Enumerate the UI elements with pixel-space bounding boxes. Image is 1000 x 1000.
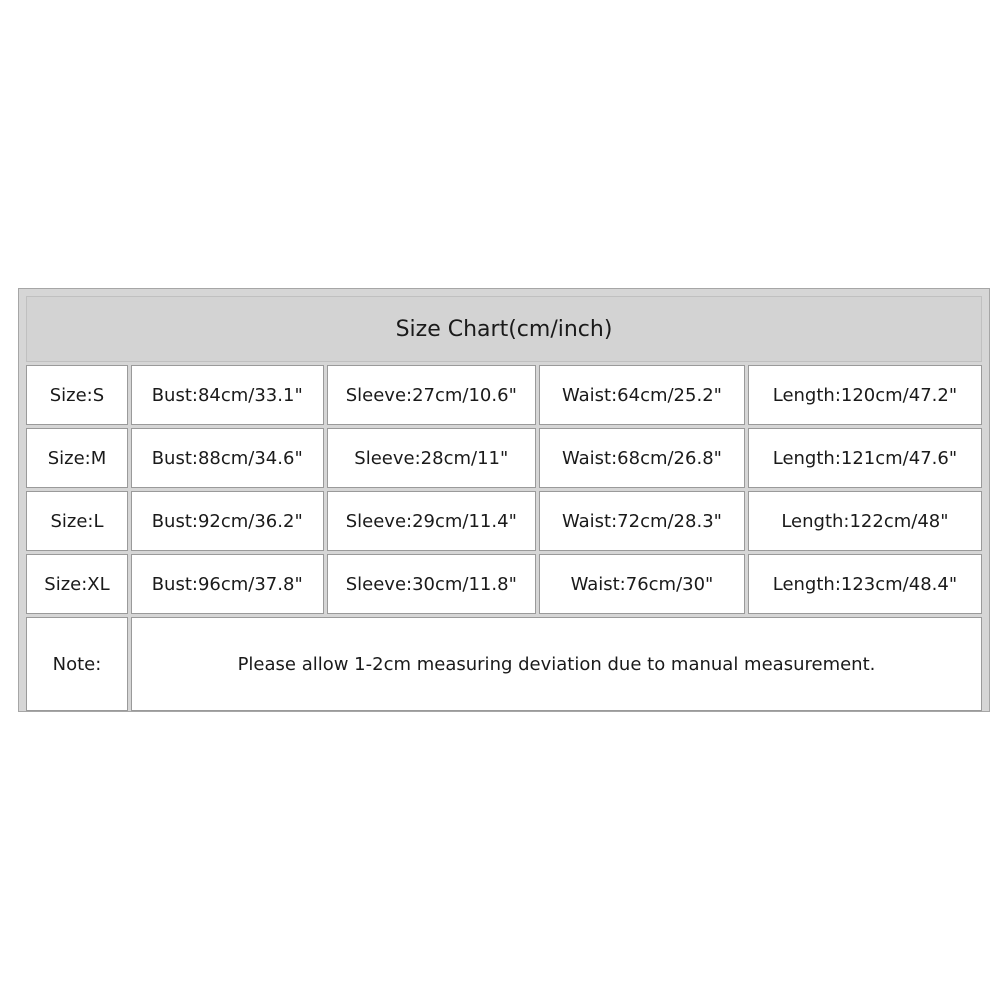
table-row xyxy=(26,491,982,551)
table-row xyxy=(26,428,982,488)
length-cell: Length:120cm/47.2" xyxy=(748,365,982,425)
waist-cell: Waist:64cm/25.2" xyxy=(539,365,745,425)
length-cell: Length:122cm/48" xyxy=(748,491,982,551)
length-cell: Length:123cm/48.4" xyxy=(748,554,982,614)
note-row xyxy=(26,617,982,711)
bust-cell: Bust:84cm/33.1" xyxy=(131,365,324,425)
size-cell: Size:S xyxy=(26,365,128,425)
sleeve-cell: Sleeve:28cm/11" xyxy=(327,428,537,488)
sleeve-cell: Sleeve:29cm/11.4" xyxy=(327,491,537,551)
length-cell: Length:121cm/47.6" xyxy=(748,428,982,488)
size-cell: Size:M xyxy=(26,428,128,488)
size-chart xyxy=(18,288,990,712)
table-row xyxy=(26,365,982,425)
bust-cell: Bust:92cm/36.2" xyxy=(131,491,324,551)
bust-cell: Bust:96cm/37.8" xyxy=(131,554,324,614)
size-cell: Size:XL xyxy=(26,554,128,614)
size-chart-title: Size Chart(cm/inch) xyxy=(26,296,982,362)
note-text: Please allow 1-2cm measuring deviation due to manual measurement. xyxy=(131,617,982,711)
sleeve-cell: Sleeve:30cm/11.8" xyxy=(327,554,537,614)
sleeve-cell: Sleeve:27cm/10.6" xyxy=(327,365,537,425)
bust-cell: Bust:88cm/34.6" xyxy=(131,428,324,488)
size-cell: Size:L xyxy=(26,491,128,551)
waist-cell: Waist:68cm/26.8" xyxy=(539,428,745,488)
size-chart-table xyxy=(23,293,985,714)
waist-cell: Waist:76cm/30" xyxy=(539,554,745,614)
note-label: Note: xyxy=(26,617,128,711)
waist-cell: Waist:72cm/28.3" xyxy=(539,491,745,551)
table-row xyxy=(26,554,982,614)
